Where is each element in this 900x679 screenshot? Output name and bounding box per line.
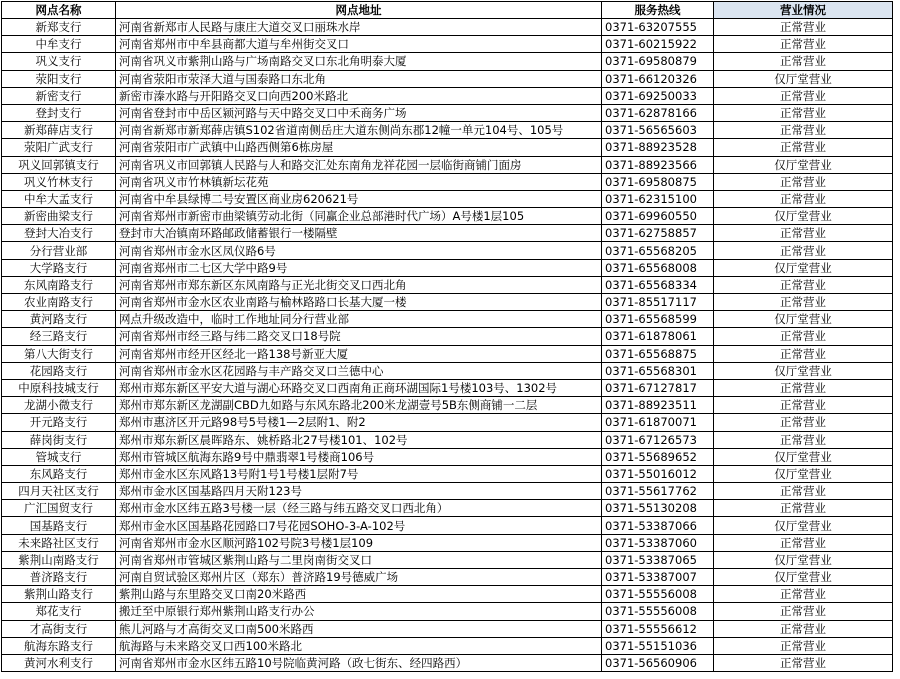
cell-branch-address[interactable]: 河南省巩义市回郭镇人民路与人和路交汇处东南角龙祥花园一层临街商铺门面房 xyxy=(116,156,602,173)
table-row xyxy=(2,53,893,70)
cell-business-status[interactable]: 正常营业 xyxy=(714,53,893,70)
cell-branch-name[interactable]: 航海东路支行 xyxy=(2,637,116,654)
cell-service-hotline[interactable]: 0371-53387066 xyxy=(602,517,714,534)
cell-service-hotline[interactable]: 0371-56565603 xyxy=(602,122,714,139)
cell-business-status[interactable]: 正常营业 xyxy=(714,345,893,362)
table-row xyxy=(2,276,893,293)
cell-branch-address[interactable]: 河南省郑州市二七区大学中路9号 xyxy=(116,259,602,276)
cell-branch-name[interactable]: 第八大街支行 xyxy=(2,345,116,362)
cell-branch-name[interactable]: 新密支行 xyxy=(2,87,116,104)
cell-business-status[interactable]: 正常营业 xyxy=(714,242,893,259)
cell-branch-address[interactable]: 熊儿河路与才高街交叉口南500米路西 xyxy=(116,620,602,637)
table-row xyxy=(2,431,893,448)
cell-branch-name[interactable]: 分行营业部 xyxy=(2,242,116,259)
cell-service-hotline[interactable]: 0371-60215922 xyxy=(602,36,714,53)
cell-branch-address[interactable]: 郑州市郑东新区晨晖路东、姚桥路北27号楼101、102号 xyxy=(116,431,602,448)
cell-branch-address[interactable]: 郑州市金水区国基路四月天附123号 xyxy=(116,483,602,500)
cell-branch-address[interactable]: 河南省郑州市金水区顺河路102号院3号楼1层109 xyxy=(116,534,602,551)
cell-branch-address[interactable]: 河南省郑州市中牟县商都大道与牟州街交叉口 xyxy=(116,36,602,53)
cell-service-hotline[interactable]: 0371-62878166 xyxy=(602,104,714,121)
cell-business-status[interactable]: 正常营业 xyxy=(714,620,893,637)
cell-business-status[interactable]: 正常营业 xyxy=(714,654,893,671)
cell-service-hotline[interactable]: 0371-55556008 xyxy=(602,586,714,603)
cell-service-hotline[interactable]: 0371-62758857 xyxy=(602,225,714,242)
cell-branch-name[interactable]: 农业南路支行 xyxy=(2,294,116,311)
cell-branch-name[interactable]: 黄河水利支行 xyxy=(2,654,116,671)
cell-service-hotline[interactable]: 0371-67126573 xyxy=(602,431,714,448)
cell-business-status[interactable]: 仅厅堂营业 xyxy=(714,259,893,276)
table-row xyxy=(2,603,893,620)
cell-branch-address[interactable]: 登封市大冶镇南环路邮政储蓄银行一楼隔壁 xyxy=(116,225,602,242)
table-body xyxy=(2,19,893,672)
cell-branch-address[interactable]: 郑州市金水区东风路13号附1号1号楼1层附7号 xyxy=(116,465,602,482)
cell-branch-name[interactable]: 开元路支行 xyxy=(2,414,116,431)
table-row xyxy=(2,551,893,568)
cell-branch-name[interactable]: 广汇国贸支行 xyxy=(2,500,116,517)
cell-branch-name[interactable]: 东风路支行 xyxy=(2,465,116,482)
cell-business-status[interactable]: 正常营业 xyxy=(714,534,893,551)
cell-branch-name[interactable]: 荥阳支行 xyxy=(2,70,116,87)
cell-service-hotline[interactable]: 0371-65568205 xyxy=(602,242,714,259)
table-row xyxy=(2,259,893,276)
cell-branch-name[interactable]: 才高街支行 xyxy=(2,620,116,637)
cell-service-hotline[interactable]: 0371-55130208 xyxy=(602,500,714,517)
cell-branch-name[interactable]: 荥阳广武支行 xyxy=(2,139,116,156)
cell-branch-address[interactable]: 郑州市金水区国基路花园路口7号花园SOHO-3-A-102号 xyxy=(116,517,602,534)
cell-service-hotline[interactable]: 0371-69960550 xyxy=(602,208,714,225)
cell-branch-address[interactable]: 河南省郑州市金水区凤仪路6号 xyxy=(116,242,602,259)
cell-branch-name[interactable]: 新密曲梁支行 xyxy=(2,208,116,225)
table-row xyxy=(2,311,893,328)
cell-service-hotline[interactable]: 0371-88923528 xyxy=(602,139,714,156)
cell-branch-address[interactable]: 郑州市郑东新区平安大道与湖心环路交叉口西南角正商环湖国际1号楼103号、1302号 xyxy=(116,379,602,396)
table-row xyxy=(2,586,893,603)
cell-branch-address[interactable]: 新密市溱水路与开阳路交叉口向西200米路北 xyxy=(116,87,602,104)
table-row xyxy=(2,345,893,362)
cell-branch-address[interactable]: 河南省郑州市金水区纬五路10号院临黄河路（政七街东、经四路西） xyxy=(116,654,602,671)
cell-branch-address[interactable]: 河南省荥阳市广武镇中山路西侧第6栋房屋 xyxy=(116,139,602,156)
cell-service-hotline[interactable]: 0371-62315100 xyxy=(602,190,714,207)
cell-service-hotline[interactable]: 0371-53387060 xyxy=(602,534,714,551)
cell-business-status[interactable]: 正常营业 xyxy=(714,173,893,190)
table-row xyxy=(2,139,893,156)
cell-service-hotline[interactable]: 0371-85517117 xyxy=(602,294,714,311)
cell-business-status[interactable]: 正常营业 xyxy=(714,379,893,396)
cell-service-hotline[interactable]: 0371-67127817 xyxy=(602,379,714,396)
cell-service-hotline[interactable]: 0371-65568599 xyxy=(602,311,714,328)
cell-branch-address[interactable]: 河南省登封市中岳区颍河路与天中路交叉口中禾商务广场 xyxy=(116,104,602,121)
cell-business-status[interactable]: 正常营业 xyxy=(714,276,893,293)
cell-branch-address[interactable]: 搬迁至中原银行郑州紫荆山路支行办公 xyxy=(116,603,602,620)
cell-branch-address[interactable]: 河南省郑州市郑东新区东风南路与正光北街交叉口西北角 xyxy=(116,276,602,293)
cell-business-status[interactable]: 正常营业 xyxy=(714,431,893,448)
cell-branch-name[interactable]: 紫荆山南路支行 xyxy=(2,551,116,568)
cell-branch-name[interactable]: 黄河路支行 xyxy=(2,311,116,328)
cell-business-status[interactable]: 正常营业 xyxy=(714,294,893,311)
cell-service-hotline[interactable]: 0371-66120326 xyxy=(602,70,714,87)
cell-service-hotline[interactable]: 0371-55556612 xyxy=(602,620,714,637)
cell-branch-address[interactable]: 网点升级改造中，临时工作地址同分行营业部 xyxy=(116,311,602,328)
table-row xyxy=(2,190,893,207)
cell-branch-address[interactable]: 河南省荥阳市荥泽大道与国泰路口东北角 xyxy=(116,70,602,87)
cell-branch-name[interactable]: 管城支行 xyxy=(2,448,116,465)
cell-business-status[interactable]: 仅厅堂营业 xyxy=(714,448,893,465)
cell-branch-name[interactable]: 四月天社区支行 xyxy=(2,483,116,500)
cell-business-status[interactable]: 正常营业 xyxy=(714,586,893,603)
cell-service-hotline[interactable]: 0371-69580879 xyxy=(602,53,714,70)
header-business-status[interactable]: 营业情况 xyxy=(714,2,893,19)
branch-table xyxy=(1,1,893,672)
cell-branch-address[interactable]: 航海路与未来路交叉口西100米路北 xyxy=(116,637,602,654)
cell-branch-name[interactable]: 郑花支行 xyxy=(2,603,116,620)
cell-business-status[interactable]: 正常营业 xyxy=(714,397,893,414)
cell-branch-name[interactable]: 花园路支行 xyxy=(2,362,116,379)
cell-branch-address[interactable]: 郑州市管城区航海东路9号中鼎翡翠1号楼商106号 xyxy=(116,448,602,465)
cell-business-status[interactable]: 正常营业 xyxy=(714,122,893,139)
cell-branch-name[interactable]: 薛岗街支行 xyxy=(2,431,116,448)
header-branch-address[interactable]: 网点地址 xyxy=(116,2,602,19)
cell-branch-address[interactable]: 紫荆山路与东里路交叉口南20米路西 xyxy=(116,586,602,603)
cell-service-hotline[interactable]: 0371-65568008 xyxy=(602,259,714,276)
cell-business-status[interactable]: 正常营业 xyxy=(714,500,893,517)
cell-branch-name[interactable]: 登封大冶支行 xyxy=(2,225,116,242)
cell-branch-name[interactable]: 中牟支行 xyxy=(2,36,116,53)
cell-branch-address[interactable]: 郑州市金水区纬五路3号楼一层（经三路与纬五路交叉口西北角） xyxy=(116,500,602,517)
cell-service-hotline[interactable]: 0371-55617762 xyxy=(602,483,714,500)
cell-branch-address[interactable]: 河南省郑州市新密市曲梁镇劳动北街（同赢企业总部港时代广场）A号楼1层105 xyxy=(116,208,602,225)
cell-branch-address[interactable]: 河南省巩义市竹林镇新坛花苑 xyxy=(116,173,602,190)
cell-service-hotline[interactable]: 0371-55016012 xyxy=(602,465,714,482)
cell-service-hotline[interactable]: 0371-53387065 xyxy=(602,551,714,568)
cell-branch-name[interactable]: 普济路支行 xyxy=(2,569,116,586)
cell-business-status[interactable]: 仅厅堂营业 xyxy=(714,311,893,328)
cell-business-status[interactable]: 正常营业 xyxy=(714,190,893,207)
table-row xyxy=(2,70,893,87)
cell-branch-name[interactable]: 未来路社区支行 xyxy=(2,534,116,551)
header-service-hotline[interactable]: 服务热线 xyxy=(602,2,714,19)
cell-business-status[interactable]: 正常营业 xyxy=(714,104,893,121)
table-row xyxy=(2,208,893,225)
cell-branch-name[interactable]: 国基路支行 xyxy=(2,517,116,534)
cell-service-hotline[interactable]: 0371-55556008 xyxy=(602,603,714,620)
table-row xyxy=(2,156,893,173)
cell-branch-name[interactable]: 新郑支行 xyxy=(2,19,116,36)
cell-branch-name[interactable]: 登封支行 xyxy=(2,104,116,121)
table-row xyxy=(2,500,893,517)
cell-service-hotline[interactable]: 0371-53387007 xyxy=(602,569,714,586)
cell-business-status[interactable]: 正常营业 xyxy=(714,483,893,500)
cell-business-status[interactable]: 正常营业 xyxy=(714,19,893,36)
header-row xyxy=(2,2,893,19)
cell-branch-address[interactable]: 河南省新郑市新郑薛店镇S102省道南侧岳庄大道东侧尚东郡12幢一单元104号、105号 xyxy=(116,122,602,139)
table-row xyxy=(2,242,893,259)
table-row xyxy=(2,36,893,53)
cell-service-hotline[interactable]: 0371-56560906 xyxy=(602,654,714,671)
cell-branch-address[interactable]: 河南省郑州市管城区紫荆山路与二里岗南街交叉口 xyxy=(116,551,602,568)
cell-business-status[interactable]: 正常营业 xyxy=(714,328,893,345)
table-row xyxy=(2,517,893,534)
table-row xyxy=(2,87,893,104)
table-row xyxy=(2,294,893,311)
cell-service-hotline[interactable]: 0371-55689652 xyxy=(602,448,714,465)
cell-business-status[interactable]: 正常营业 xyxy=(714,225,893,242)
cell-service-hotline[interactable]: 0371-69250033 xyxy=(602,87,714,104)
cell-branch-name[interactable]: 新郑薛店支行 xyxy=(2,122,116,139)
cell-business-status[interactable]: 仅厅堂营业 xyxy=(714,465,893,482)
cell-service-hotline[interactable]: 0371-63207555 xyxy=(602,19,714,36)
cell-business-status[interactable]: 仅厅堂营业 xyxy=(714,551,893,568)
table-row xyxy=(2,637,893,654)
table-row xyxy=(2,448,893,465)
table-row xyxy=(2,465,893,482)
cell-business-status[interactable]: 正常营业 xyxy=(714,414,893,431)
cell-branch-address[interactable]: 郑州市惠济区开元路98号5号楼1—2层附1、附2 xyxy=(116,414,602,431)
cell-branch-address[interactable]: 河南省新郑市人民路与康庄大道交叉口丽珠水岸 xyxy=(116,19,602,36)
table-row xyxy=(2,569,893,586)
table-row xyxy=(2,328,893,345)
table-row xyxy=(2,534,893,551)
cell-business-status[interactable]: 正常营业 xyxy=(714,87,893,104)
table-row xyxy=(2,173,893,190)
cell-branch-address[interactable]: 河南省郑州市经三路与纬二路交叉口18号院 xyxy=(116,328,602,345)
table-row xyxy=(2,225,893,242)
table-row xyxy=(2,362,893,379)
header-branch-name[interactable]: 网点名称 xyxy=(2,2,116,19)
cell-business-status[interactable]: 正常营业 xyxy=(714,36,893,53)
cell-business-status[interactable]: 仅厅堂营业 xyxy=(714,156,893,173)
cell-branch-address[interactable]: 郑州市郑东新区龙湖副CBD九如路与东风东路北200米龙湖壹号5B东侧商铺一二层 xyxy=(116,397,602,414)
cell-service-hotline[interactable]: 0371-69580875 xyxy=(602,173,714,190)
cell-branch-name[interactable]: 巩义支行 xyxy=(2,53,116,70)
cell-branch-name[interactable]: 巩义回郭镇支行 xyxy=(2,156,116,173)
cell-service-hotline[interactable]: 0371-88923511 xyxy=(602,397,714,414)
cell-branch-name[interactable]: 东风南路支行 xyxy=(2,276,116,293)
table-row xyxy=(2,397,893,414)
cell-branch-name[interactable]: 巩义竹林支行 xyxy=(2,173,116,190)
cell-service-hotline[interactable]: 0371-65568875 xyxy=(602,345,714,362)
cell-business-status[interactable]: 仅厅堂营业 xyxy=(714,70,893,87)
table-row xyxy=(2,104,893,121)
cell-service-hotline[interactable]: 0371-61878061 xyxy=(602,328,714,345)
cell-business-status[interactable]: 正常营业 xyxy=(714,603,893,620)
cell-branch-address[interactable]: 河南省郑州市金水区花园路与丰产路交叉口兰德中心 xyxy=(116,362,602,379)
cell-branch-address[interactable]: 河南省巩义市紫荆山路与广场南路交叉口东北角明泰大厦 xyxy=(116,53,602,70)
table-row xyxy=(2,483,893,500)
table-row xyxy=(2,654,893,671)
cell-service-hotline[interactable]: 0371-88923566 xyxy=(602,156,714,173)
cell-branch-name[interactable]: 龙湖小微支行 xyxy=(2,397,116,414)
cell-branch-name[interactable]: 大学路支行 xyxy=(2,259,116,276)
cell-service-hotline[interactable]: 0371-65568301 xyxy=(602,362,714,379)
cell-branch-name[interactable]: 中牟大孟支行 xyxy=(2,190,116,207)
cell-service-hotline[interactable]: 0371-55151036 xyxy=(602,637,714,654)
cell-branch-name[interactable]: 紫荆山路支行 xyxy=(2,586,116,603)
table-row xyxy=(2,414,893,431)
table-row xyxy=(2,620,893,637)
cell-business-status[interactable]: 仅厅堂营业 xyxy=(714,208,893,225)
cell-branch-name[interactable]: 中原科技城支行 xyxy=(2,379,116,396)
table-row xyxy=(2,379,893,396)
cell-business-status[interactable]: 仅厅堂营业 xyxy=(714,569,893,586)
cell-service-hotline[interactable]: 0371-65568334 xyxy=(602,276,714,293)
cell-business-status[interactable]: 仅厅堂营业 xyxy=(714,517,893,534)
cell-branch-address[interactable]: 河南省郑州市金水区农业南路与榆林路路口长基大厦一楼 xyxy=(116,294,602,311)
cell-business-status[interactable]: 仅厅堂营业 xyxy=(714,362,893,379)
cell-service-hotline[interactable]: 0371-61870071 xyxy=(602,414,714,431)
cell-branch-name[interactable]: 经三路支行 xyxy=(2,328,116,345)
cell-business-status[interactable]: 正常营业 xyxy=(714,139,893,156)
cell-branch-address[interactable]: 河南自贸试验区郑州片区（郑东）普济路19号德威广场 xyxy=(116,569,602,586)
cell-business-status[interactable]: 正常营业 xyxy=(714,637,893,654)
table-row xyxy=(2,19,893,36)
cell-branch-address[interactable]: 河南省郑州市经开区经北一路138号新亚大厦 xyxy=(116,345,602,362)
table-row xyxy=(2,122,893,139)
cell-branch-address[interactable]: 河南省中牟县绿博二号安置区商业房620621号 xyxy=(116,190,602,207)
